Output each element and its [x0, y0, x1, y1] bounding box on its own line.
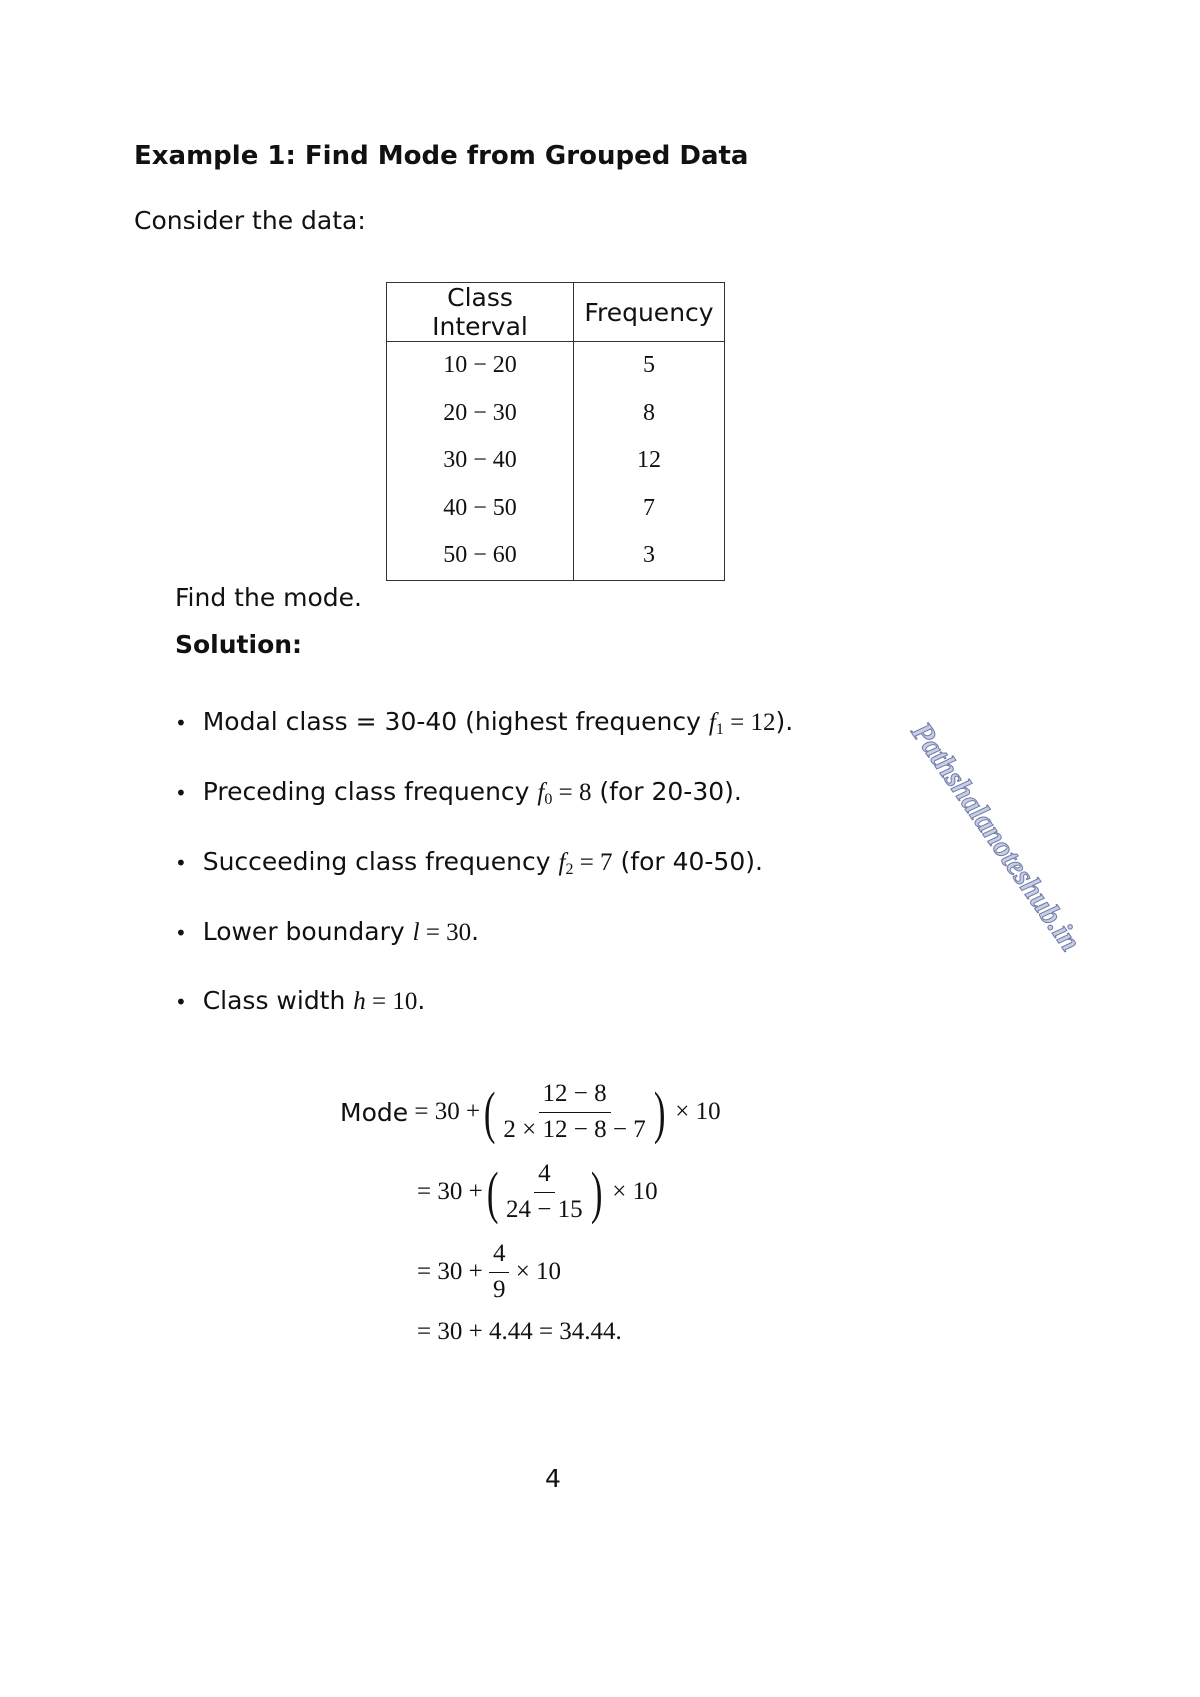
table-header-row: [387, 283, 725, 342]
mode-label: Mode: [340, 1097, 409, 1127]
math-value: = 30: [419, 919, 472, 946]
intro-text: Consider the data:: [134, 206, 366, 235]
subscript: 0: [544, 791, 553, 808]
var: f: [708, 709, 716, 736]
equation-line-2: [417, 1160, 658, 1225]
table-row: [387, 485, 725, 533]
watermark: Pathshalanoteshub.in: [904, 716, 1088, 958]
var: f: [558, 849, 566, 876]
bullet-text: Lower boundary: [202, 917, 413, 946]
cell: 40 − 50: [387, 485, 574, 533]
denominator: 24 − 15: [506, 1195, 583, 1223]
numerator: 4: [534, 1160, 555, 1193]
bullet-icon: •: [175, 851, 187, 875]
right-paren-icon: ): [590, 1159, 603, 1225]
cell: 50 − 60: [387, 532, 574, 580]
denominator: 9: [492, 1275, 506, 1303]
cell: 8: [574, 390, 725, 438]
header-class-interval: Class Interval: [387, 283, 574, 342]
math-value: = 7: [573, 849, 613, 876]
cell: 20 − 30: [387, 390, 574, 438]
bullet-icon: •: [175, 990, 187, 1014]
cell: 5: [574, 342, 725, 390]
eq-term: × 10: [612, 1178, 658, 1206]
table-row: [387, 342, 725, 390]
variable: [413, 919, 420, 946]
eq-term: = 30 +: [417, 1258, 483, 1286]
bullet-text: Succeeding class frequency: [202, 847, 559, 876]
bullet-suffix: .: [417, 986, 426, 1015]
math-value: = 10: [365, 988, 418, 1015]
equation-line-4: = 30 + 4.44 = 34.44.: [417, 1318, 622, 1345]
numerator: 12 − 8: [539, 1080, 611, 1113]
bullet-icon: •: [175, 921, 187, 945]
variable: [353, 988, 366, 1015]
var: l: [412, 919, 420, 946]
table-row: [387, 390, 725, 438]
cell: 3: [574, 532, 725, 580]
solution-bullet: [175, 917, 479, 949]
table-row: [387, 437, 725, 485]
variable: [559, 849, 574, 876]
bullet-suffix: (for 40-50).: [612, 847, 763, 876]
header-frequency: Frequency: [574, 283, 725, 342]
bullet-icon: •: [175, 781, 187, 805]
equation-line-3: [417, 1240, 561, 1305]
left-paren-icon: (: [483, 1079, 496, 1145]
page-number: 4: [545, 1464, 561, 1493]
var: f: [537, 779, 545, 806]
variable: [537, 779, 552, 806]
var: h: [353, 988, 366, 1015]
denominator: 2 × 12 − 8 − 7: [503, 1115, 646, 1143]
eq-term: = 30 +: [414, 1098, 481, 1126]
table-row: [387, 532, 725, 580]
cell: 30 − 40: [387, 437, 574, 485]
right-paren-icon: ): [653, 1079, 666, 1145]
bullet-suffix: ).: [775, 707, 794, 736]
cell: 7: [574, 485, 725, 533]
eq-term: × 10: [515, 1258, 562, 1286]
left-paren-icon: (: [486, 1159, 499, 1225]
bullet-icon: •: [175, 711, 187, 735]
numerator: 4: [489, 1240, 510, 1273]
eq-term: × 10: [675, 1098, 721, 1126]
math-value: = 8: [552, 779, 592, 806]
bullet-suffix: .: [471, 917, 480, 946]
subscript: 2: [565, 861, 574, 878]
bullet-text: Preceding class frequency: [202, 777, 538, 806]
example-title: Example 1: Find Mode from Grouped Data: [134, 141, 749, 171]
bullet-suffix: (for 20-30).: [591, 777, 742, 806]
bullet-text: Modal class = 30-40 (highest frequency: [202, 707, 709, 736]
fraction: [489, 1240, 510, 1305]
cell: 10 − 20: [387, 342, 574, 390]
math-value: = 12: [723, 709, 776, 736]
subscript: 1: [715, 721, 724, 738]
solution-bullet: [175, 986, 425, 1018]
solution-bullet: [175, 777, 742, 809]
equation-line-1: [340, 1080, 721, 1145]
solution-bullet: [175, 707, 793, 739]
solution-label: Solution:: [175, 630, 303, 659]
fraction: [499, 1080, 649, 1145]
eq-term: = 30 +: [417, 1178, 483, 1206]
bullet-text: Class width: [202, 986, 354, 1015]
solution-bullet: [175, 847, 763, 879]
variable: [709, 709, 724, 736]
question-text: Find the mode.: [175, 583, 362, 612]
frequency-table: [386, 282, 725, 581]
cell: 12: [574, 437, 725, 485]
fraction: [502, 1160, 587, 1225]
